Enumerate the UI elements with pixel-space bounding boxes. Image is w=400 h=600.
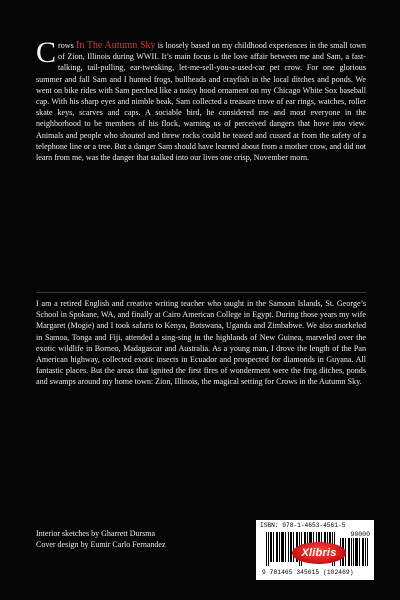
isbn-label: ISBN: 978-1-4653-4561-5 (260, 522, 346, 529)
barcode-digits: 9 781465 345615 (102469) (262, 569, 354, 576)
drop-cap: C (36, 36, 57, 69)
price-code: 90000 (350, 531, 370, 538)
section-divider (36, 292, 366, 293)
book-title: In The Autumn Sky (75, 40, 156, 51)
designer-credit: Cover design by Eumir Carlo Fernandez (36, 540, 166, 550)
blurb-text: is loosely based on my childhood experiences in the small town of Zion, Illinois during WWII. It’s main focus is the love affair between me and Sam, a fast-talking, tail-pulling, ear-tweaking, let-me-sell-you-a-used-car pet crow. For one glorious summer and fall Sam and I hunted frogs, bullheads and crayfish in the local ditches and ponds. We went on bike rides with Sam perched like a noisy hood ornament on my Chicago White Sox baseball cap. With his sharp eyes and nimble beak, Sam collected a treasure trove of ear rings, watches, roller skate keys, scarves and caps. A sociable bird, he considered me and most everyone in the neighborhood to be members of his flock, warning us of perceived dangers that hove into view. Animals and people who shouted and threw rocks could be teased and cussed at from the safety of a telephone line or a tree. But a danger Sam should have learned about from a mother crow, and did not learn from me, was the danger that stalked into our lives one crisp, November morn. (36, 41, 367, 163)
blurb-lead: rows (58, 41, 74, 50)
bio-text: I am a retired English and creative writing teacher who taught in the Samoan Islands, St. George’s School in Spokane, WA, and finally at Cairo American College in Egypt. During those years my wife Margaret (Mogie) and I took safaris to Kenya, Botswana, Uganda and Zimbabwe. We also snorkeled in Samoa, Tonga and Fiji, attended a sing-sing in the highlands of New Guinea, marveled over the exotic wildlife in Borneo, Madagascar and Australia. As a young man, I drove the length of the Pan American highway, collected exotic insects in Ecuador and prospected for diamonds in Guyana. All fantastic places. But the areas that ignited the first fires of wonderment were the frog ditches, ponds and swamps around my home town: Zion, Illinois, the magical setting for Crows in the Autumn Sky. (36, 299, 366, 387)
logo-text: Xlibris (301, 547, 337, 559)
credits (36, 528, 236, 551)
xlibris-logo (292, 542, 346, 564)
cover-blurb (36, 36, 367, 163)
illustrator-credit: Interior sketches by Gharrett Dursma (36, 529, 156, 538)
author-bio (36, 298, 366, 388)
